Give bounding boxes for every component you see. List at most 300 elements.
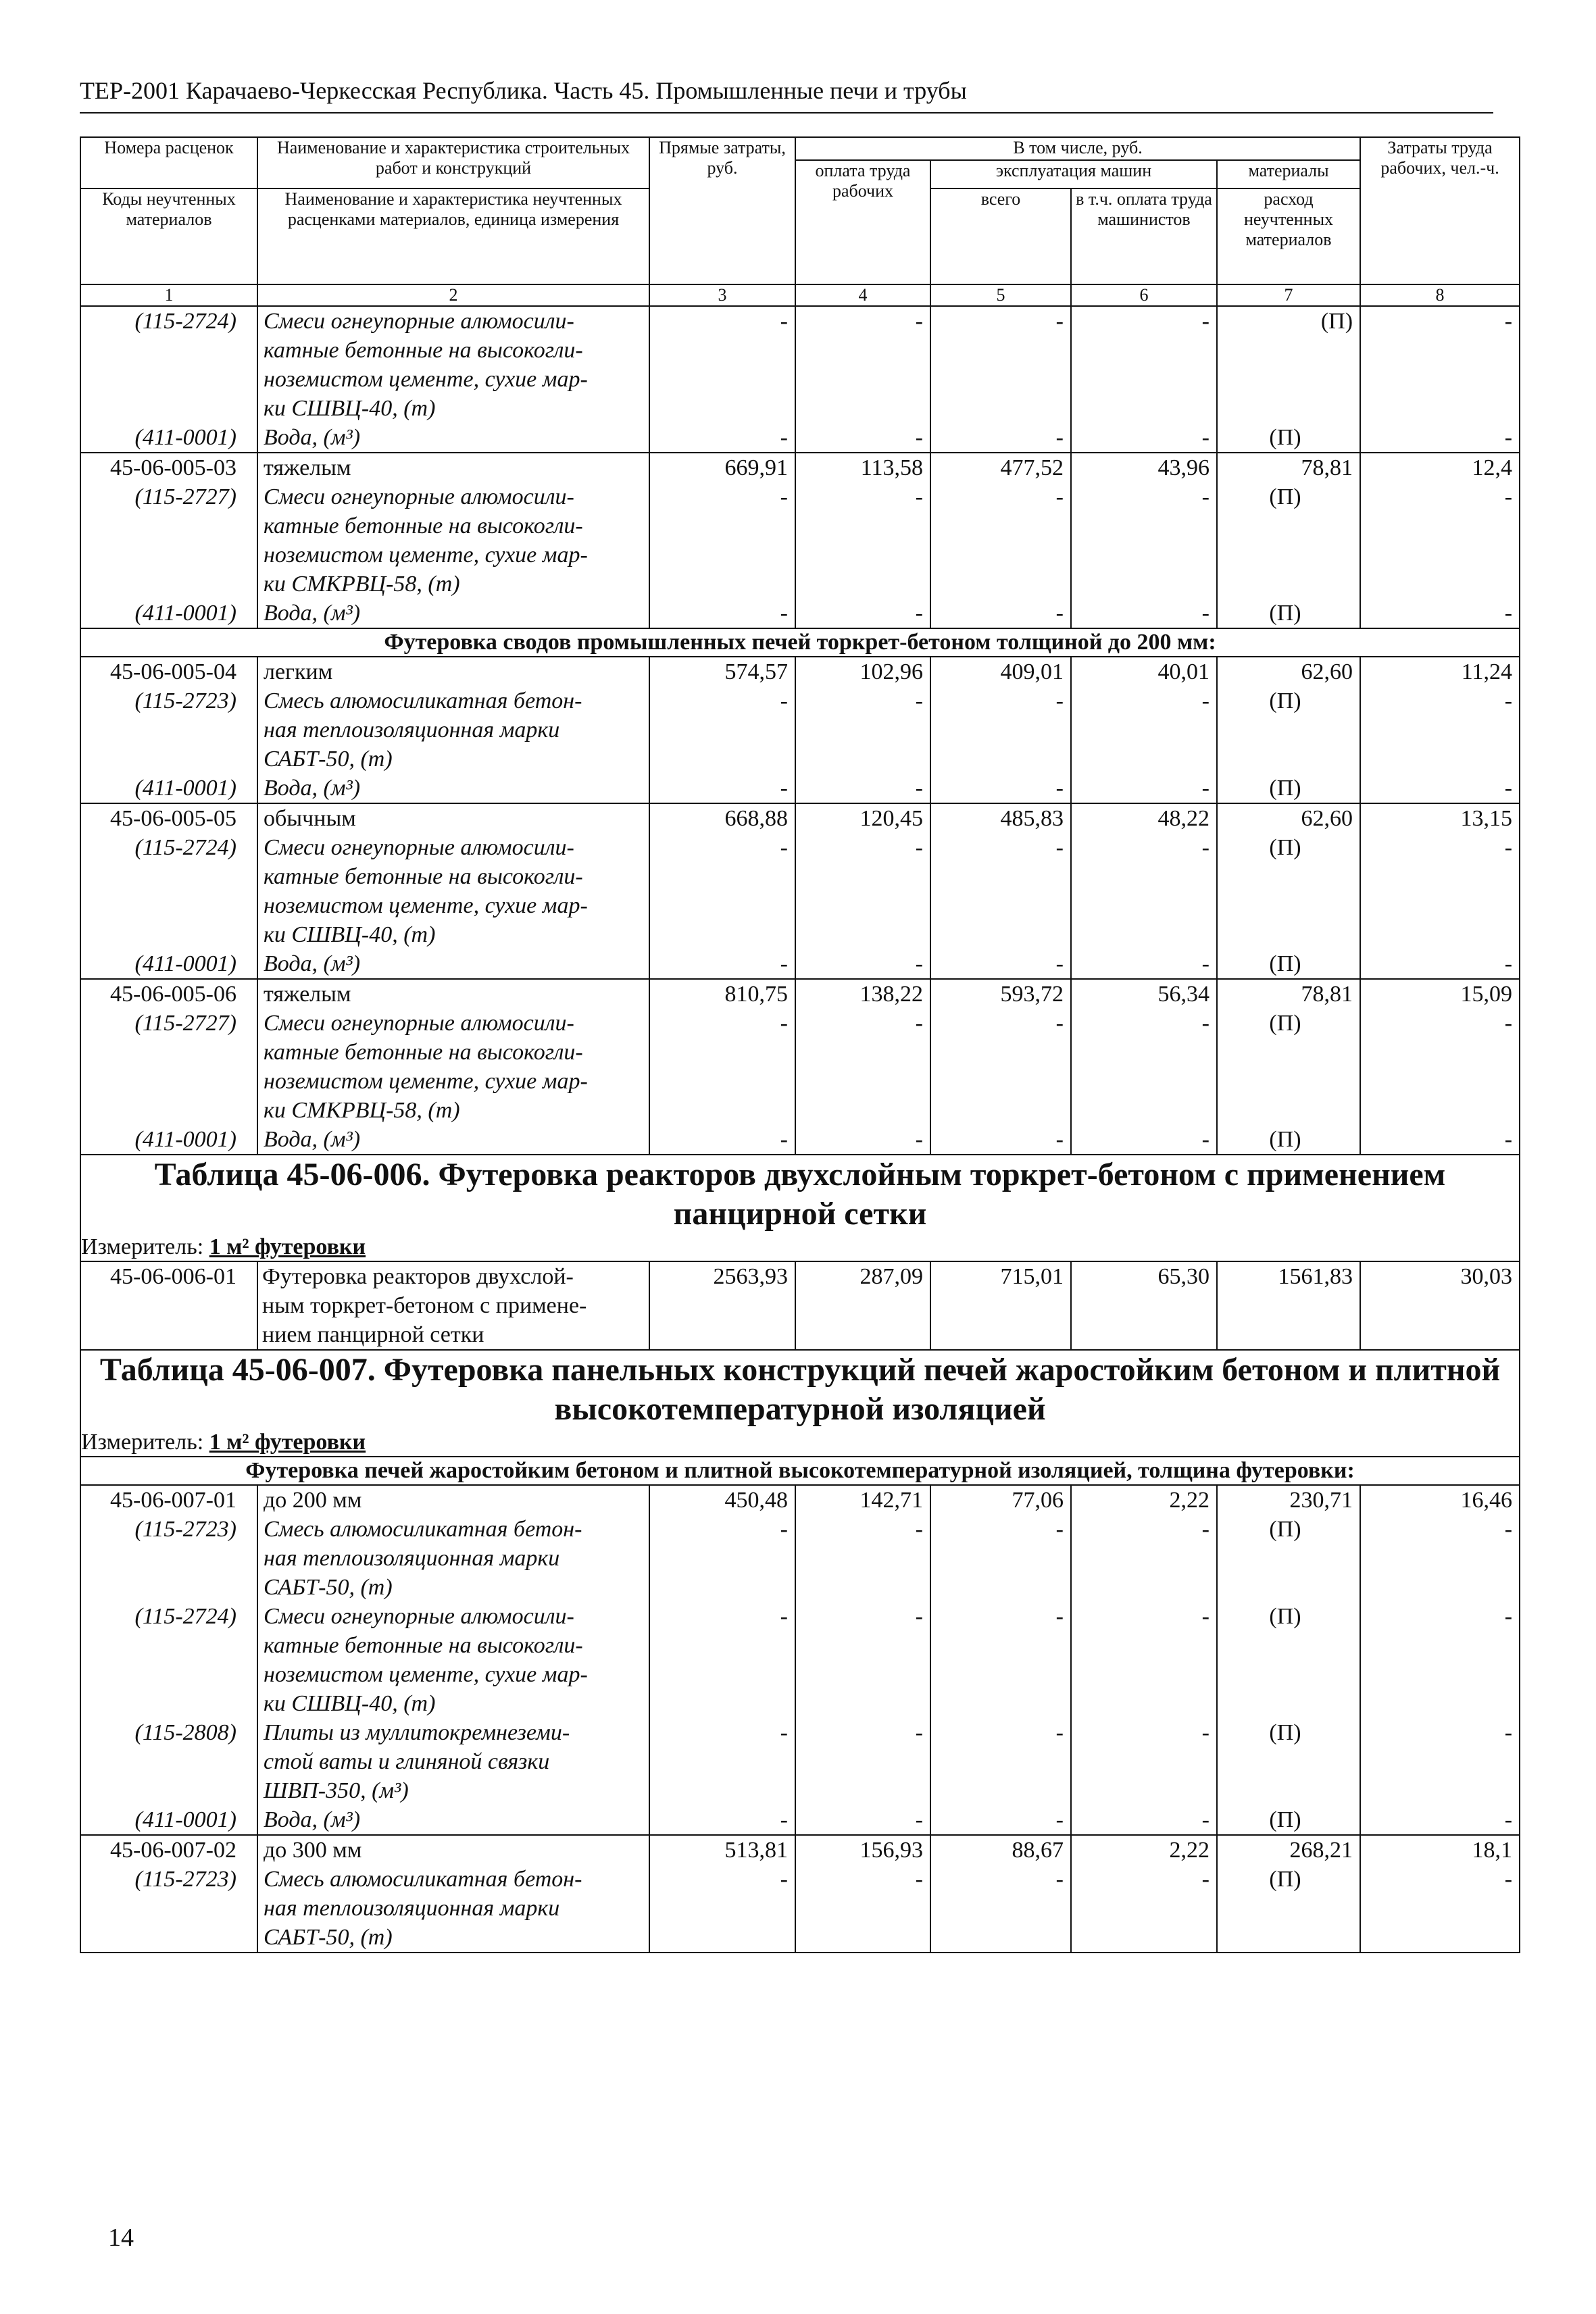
value-line: - — [915, 1604, 923, 1629]
value-line: 13,15 — [1460, 806, 1513, 831]
operator-wages-cell — [1071, 979, 1217, 1155]
value-line — [650, 891, 788, 920]
value-line — [1361, 365, 1512, 394]
value-line — [1218, 1038, 1353, 1067]
wages-cell — [795, 453, 930, 628]
col-wages-header: оплата труда рабочих — [795, 160, 930, 284]
value-line — [796, 1776, 923, 1805]
value-line: (П) — [1269, 776, 1301, 801]
value-line — [1361, 394, 1512, 423]
value-line: - — [780, 1807, 788, 1832]
value-line: (П) — [1320, 309, 1353, 334]
header-rule — [80, 112, 1493, 114]
value-line — [1218, 1544, 1353, 1573]
direct-cost-cell — [649, 979, 795, 1155]
value-line: - — [1055, 1720, 1064, 1745]
value-line — [1072, 540, 1210, 570]
value-line — [1072, 511, 1210, 540]
value-line: 16,46 — [1460, 1488, 1513, 1513]
value-line — [796, 1320, 923, 1349]
wages-cell — [795, 803, 930, 979]
value-line — [650, 1776, 788, 1805]
value-line — [796, 1631, 923, 1660]
code-line: 45-06-006-01 — [110, 1264, 236, 1289]
value-line: (П) — [1269, 688, 1301, 713]
machines-total-cell — [930, 1485, 1071, 1835]
rate-description — [257, 657, 649, 803]
labor-hours-cell — [1360, 1261, 1520, 1350]
value-line — [1361, 1689, 1512, 1718]
section-row — [80, 1457, 1520, 1485]
value-line: 120,45 — [859, 806, 923, 831]
value-line: 18,1 — [1472, 1838, 1513, 1863]
rate-codes — [80, 1261, 257, 1350]
rate-description — [257, 453, 649, 628]
value-line: 513,81 — [724, 1838, 788, 1863]
value-line: - — [1504, 1517, 1513, 1542]
value-line: - — [1201, 776, 1210, 801]
code-line: (115-2724) — [134, 309, 236, 334]
value-line — [650, 862, 788, 891]
value-line: - — [915, 776, 923, 801]
code-line: (411-0001) — [134, 776, 236, 801]
code-line — [81, 540, 236, 570]
materials-cell — [1217, 979, 1360, 1155]
value-line — [1218, 1320, 1353, 1349]
description-line: Смеси огнеупорные алюмосили- — [264, 835, 574, 860]
rate-row — [80, 306, 1520, 453]
rate-description — [257, 306, 649, 453]
value-line — [796, 1096, 923, 1125]
rate-row — [80, 1835, 1520, 1953]
value-line: (П) — [1269, 1720, 1301, 1745]
rate-codes — [80, 803, 257, 979]
value-line — [931, 1894, 1064, 1923]
value-line: - — [1201, 835, 1210, 860]
value-line — [1072, 1631, 1210, 1660]
wages-cell — [795, 979, 930, 1155]
operator-wages-cell — [1071, 803, 1217, 979]
value-line: - — [915, 1720, 923, 1745]
value-line — [650, 511, 788, 540]
value-line — [1072, 1573, 1210, 1602]
value-line — [650, 1747, 788, 1776]
value-line: 156,93 — [859, 1838, 923, 1863]
value-line — [650, 1923, 788, 1952]
value-line — [650, 1038, 788, 1067]
value-line: - — [1055, 309, 1064, 334]
measure-label: Измеритель: — [81, 1234, 209, 1259]
value-line — [650, 715, 788, 745]
value-line: 77,06 — [1012, 1488, 1064, 1513]
direct-cost-cell — [649, 803, 795, 979]
value-line — [1218, 1747, 1353, 1776]
code-line — [81, 1291, 236, 1320]
value-line — [796, 570, 923, 599]
description-line: Вода, (м³) — [264, 1807, 361, 1832]
value-line: - — [1055, 688, 1064, 713]
value-line: 78,81 — [1301, 982, 1353, 1007]
code-line: (115-2723) — [134, 688, 236, 713]
description-line: ки СМКРВЦ-58, (т) — [264, 572, 460, 597]
value-line: - — [780, 309, 788, 334]
value-line: - — [780, 951, 788, 976]
description-line: тяжелым — [264, 455, 351, 480]
code-line — [81, 1038, 236, 1067]
description-line: до 200 мм — [264, 1488, 362, 1513]
value-line — [1218, 1894, 1353, 1923]
description-line: ки СМКРВЦ-58, (т) — [264, 1098, 460, 1123]
value-line: - — [780, 688, 788, 713]
value-line — [796, 1544, 923, 1573]
value-line — [1361, 1573, 1512, 1602]
value-line — [1361, 1660, 1512, 1689]
value-line: - — [1201, 688, 1210, 713]
description-line: САБТ-50, (т) — [264, 747, 393, 772]
value-line — [796, 540, 923, 570]
code-line — [81, 745, 236, 774]
value-line — [650, 570, 788, 599]
value-line: - — [780, 835, 788, 860]
description-line: тяжелым — [264, 982, 351, 1007]
measure-unit — [80, 1429, 1520, 1457]
value-line: - — [915, 835, 923, 860]
col-number: 8 — [1360, 284, 1520, 306]
value-line — [650, 1291, 788, 1320]
value-line — [1361, 715, 1512, 745]
value-line — [650, 745, 788, 774]
code-line — [81, 1067, 236, 1096]
value-line — [1218, 1689, 1353, 1718]
value-line — [1218, 394, 1353, 423]
col-number: 4 — [795, 284, 930, 306]
value-line: - — [1504, 1807, 1513, 1832]
value-line: (П) — [1269, 484, 1301, 509]
value-line — [650, 920, 788, 949]
value-line: 113,58 — [860, 455, 923, 480]
labor-hours-cell — [1360, 453, 1520, 628]
code-line: (411-0001) — [134, 1807, 236, 1832]
value-line: 30,03 — [1460, 1264, 1513, 1289]
col-material-codes-header: Коды неучтенных материалов — [80, 188, 257, 284]
value-line: 574,57 — [724, 659, 788, 684]
rate-codes — [80, 306, 257, 453]
code-line: 45-06-007-01 — [110, 1488, 236, 1513]
materials-cell — [1217, 453, 1360, 628]
value-line: - — [915, 484, 923, 509]
code-line — [81, 715, 236, 745]
value-line: 2563,93 — [713, 1264, 788, 1289]
value-line: (П) — [1269, 951, 1301, 976]
value-line — [650, 365, 788, 394]
value-line — [1072, 570, 1210, 599]
value-line — [1218, 511, 1353, 540]
rate-codes — [80, 453, 257, 628]
value-line — [796, 1660, 923, 1689]
value-line: - — [915, 1127, 923, 1152]
table-title: Таблица 45-06-007. Футеровка панельных конструкций печей жаростойким бетоном и плитной высокотемпературной изоляцией — [80, 1350, 1520, 1429]
code-line: (115-2727) — [134, 1011, 236, 1036]
value-line: - — [780, 1011, 788, 1036]
value-line: - — [1201, 1011, 1210, 1036]
value-line — [1361, 1291, 1512, 1320]
col-direct-cost-header: Прямые затраты, руб. — [649, 137, 795, 284]
machines-total-cell — [930, 803, 1071, 979]
col-rate-number-header: Номера расценок — [80, 137, 257, 188]
value-line — [931, 1747, 1064, 1776]
value-line — [1072, 1291, 1210, 1320]
value-line: - — [1055, 1604, 1064, 1629]
measure-value: 1 м² футеровки — [209, 1234, 366, 1259]
description-line: ки СШВЦ-40, (т) — [264, 1691, 436, 1716]
col-number: 3 — [649, 284, 795, 306]
value-line: - — [915, 951, 923, 976]
value-line: - — [915, 601, 923, 626]
machines-header: эксплуатация машин — [930, 160, 1217, 188]
value-line: - — [1504, 1011, 1513, 1036]
description-line: ноземистом цементе, сухие мар- — [264, 893, 588, 918]
value-line: - — [780, 776, 788, 801]
code-line — [81, 891, 236, 920]
value-line: - — [780, 1604, 788, 1629]
description-line: катные бетонные на высокогли- — [264, 513, 583, 538]
table-title-row — [80, 1155, 1520, 1234]
value-line — [1361, 1923, 1512, 1952]
value-line — [1361, 1747, 1512, 1776]
value-line — [1072, 745, 1210, 774]
value-line: - — [1504, 776, 1513, 801]
value-line — [1361, 862, 1512, 891]
code-line — [81, 1544, 236, 1573]
direct-cost-cell — [649, 453, 795, 628]
value-line — [931, 891, 1064, 920]
value-line: 485,83 — [1000, 806, 1064, 831]
code-line: (115-2724) — [134, 835, 236, 860]
value-line: 715,01 — [1000, 1264, 1064, 1289]
value-line — [1361, 1067, 1512, 1096]
value-line — [1218, 1660, 1353, 1689]
value-line: - — [1055, 1807, 1064, 1832]
code-line — [81, 570, 236, 599]
value-line: - — [1055, 776, 1064, 801]
code-line: 45-06-005-05 — [110, 806, 236, 831]
value-line — [650, 1573, 788, 1602]
value-line: (П) — [1269, 1517, 1301, 1542]
machines-total-cell — [930, 453, 1071, 628]
value-line: - — [1504, 1604, 1513, 1629]
rate-description — [257, 1835, 649, 1953]
value-line — [1361, 511, 1512, 540]
value-line — [1072, 1923, 1210, 1952]
value-line: (П) — [1269, 1867, 1301, 1892]
materials-cell — [1217, 1485, 1360, 1835]
wages-cell — [795, 1485, 930, 1835]
value-line — [1218, 1923, 1353, 1952]
description-line: ноземистом цементе, сухие мар- — [264, 367, 588, 392]
value-line — [1072, 1660, 1210, 1689]
value-line: 1561,83 — [1278, 1264, 1353, 1289]
description-line: ки СШВЦ-40, (т) — [264, 922, 436, 947]
direct-cost-cell — [649, 306, 795, 453]
section-heading: Футеровка сводов промышленных печей торкрет-бетоном толщиной до 200 мм: — [80, 628, 1520, 657]
labor-hours-cell — [1360, 803, 1520, 979]
code-line — [81, 1096, 236, 1125]
value-line: (П) — [1269, 1807, 1301, 1832]
col-number: 7 — [1217, 284, 1360, 306]
code-line: 45-06-005-06 — [110, 982, 236, 1007]
value-line — [1218, 920, 1353, 949]
wages-cell — [795, 306, 930, 453]
machines-total-cell — [930, 1261, 1071, 1350]
value-line — [796, 920, 923, 949]
value-line: - — [1055, 1127, 1064, 1152]
value-line: - — [1055, 1517, 1064, 1542]
value-line: - — [1201, 484, 1210, 509]
wages-cell — [795, 1835, 930, 1953]
value-line: (П) — [1269, 601, 1301, 626]
value-line — [1072, 365, 1210, 394]
description-line: катные бетонные на высокогли- — [264, 1633, 583, 1658]
rate-codes — [80, 657, 257, 803]
value-line: - — [1504, 1127, 1513, 1152]
value-line — [931, 336, 1064, 365]
value-line — [1072, 1096, 1210, 1125]
code-line: (115-2723) — [134, 1517, 236, 1542]
description-line: Смеси огнеупорные алюмосили- — [264, 1604, 574, 1629]
value-line: 287,09 — [859, 1264, 923, 1289]
wages-cell — [795, 1261, 930, 1350]
value-line — [1218, 862, 1353, 891]
value-line — [931, 862, 1064, 891]
value-line: 56,34 — [1157, 982, 1210, 1007]
group-header: В том числе, руб. — [795, 137, 1360, 160]
value-line: - — [1504, 688, 1513, 713]
table-title: Таблица 45-06-006. Футеровка реакторов двухслойным торкрет-бетоном с применением панцирной сетки — [80, 1155, 1520, 1234]
materials-cell — [1217, 306, 1360, 453]
value-line — [796, 1038, 923, 1067]
value-line — [650, 1894, 788, 1923]
value-line — [1361, 1096, 1512, 1125]
value-line: - — [1201, 601, 1210, 626]
rates-table — [80, 136, 1520, 1953]
value-line — [796, 745, 923, 774]
col-number: 5 — [930, 284, 1071, 306]
description-line: ноземистом цементе, сухие мар- — [264, 543, 588, 568]
value-line — [1218, 1776, 1353, 1805]
value-line: - — [1201, 425, 1210, 450]
value-line: 102,96 — [859, 659, 923, 684]
description-line: ная теплоизоляционная марки — [264, 718, 560, 743]
description-line: стой ваты и глиняной связки — [264, 1749, 550, 1774]
value-line: - — [915, 1867, 923, 1892]
value-line — [796, 1747, 923, 1776]
description-line: нием панцирной сетки — [262, 1322, 484, 1347]
value-line — [1218, 570, 1353, 599]
value-line — [931, 1291, 1064, 1320]
value-line: 62,60 — [1301, 659, 1353, 684]
value-line — [796, 1291, 923, 1320]
value-line — [650, 1096, 788, 1125]
value-line: - — [1504, 601, 1513, 626]
value-line — [796, 1067, 923, 1096]
value-line — [1361, 745, 1512, 774]
description-line: обычным — [264, 806, 356, 831]
value-line — [796, 1689, 923, 1718]
code-line: (115-2727) — [134, 484, 236, 509]
measure-row — [80, 1234, 1520, 1261]
description-line: ки СШВЦ-40, (т) — [264, 396, 436, 421]
code-line: 45-06-005-04 — [110, 659, 236, 684]
value-line: - — [1201, 1720, 1210, 1745]
code-line — [81, 394, 236, 423]
description-line: Вода, (м³) — [264, 601, 361, 626]
value-line — [1218, 891, 1353, 920]
value-line: (П) — [1269, 1011, 1301, 1036]
measure-unit — [80, 1234, 1520, 1261]
value-line: 65,30 — [1157, 1264, 1210, 1289]
value-line — [1361, 1038, 1512, 1067]
value-line — [931, 1776, 1064, 1805]
operator-wages-cell — [1071, 306, 1217, 453]
value-line — [931, 1631, 1064, 1660]
operator-wages-cell — [1071, 1261, 1217, 1350]
description-line: Смесь алюмосиликатная бетон- — [264, 1517, 582, 1542]
col-number: 2 — [257, 284, 649, 306]
measure-row — [80, 1429, 1520, 1457]
value-line — [1218, 540, 1353, 570]
value-line: 142,71 — [859, 1488, 923, 1513]
value-line — [1072, 1689, 1210, 1718]
rate-row — [80, 1261, 1520, 1350]
rate-codes — [80, 979, 257, 1155]
value-line: - — [1504, 1720, 1513, 1745]
value-line: - — [1504, 835, 1513, 860]
rate-description — [257, 803, 649, 979]
direct-cost-cell — [649, 1835, 795, 1953]
value-line: 88,67 — [1012, 1838, 1064, 1863]
col-machines-total-header: всего — [930, 188, 1071, 284]
code-line: (115-2808) — [134, 1720, 236, 1745]
value-line: - — [1055, 425, 1064, 450]
value-line — [1218, 745, 1353, 774]
labor-hours-cell — [1360, 657, 1520, 803]
table-title-row — [80, 1350, 1520, 1429]
value-line — [931, 511, 1064, 540]
value-line — [1072, 1320, 1210, 1349]
value-line: 40,01 — [1157, 659, 1210, 684]
value-line — [650, 1544, 788, 1573]
value-line: - — [915, 425, 923, 450]
value-line — [650, 1689, 788, 1718]
value-line: 78,81 — [1301, 455, 1353, 480]
value-line: 2,22 — [1169, 1838, 1210, 1863]
value-line — [931, 570, 1064, 599]
value-line — [1361, 1894, 1512, 1923]
value-line — [650, 540, 788, 570]
value-line: - — [1055, 835, 1064, 860]
value-line — [650, 1320, 788, 1349]
materials-cell — [1217, 1261, 1360, 1350]
value-line: - — [780, 1517, 788, 1542]
code-line: (115-2723) — [134, 1867, 236, 1892]
value-line: (П) — [1269, 835, 1301, 860]
col-number: 6 — [1071, 284, 1217, 306]
materials-cell — [1217, 803, 1360, 979]
value-line — [931, 745, 1064, 774]
value-line — [1072, 336, 1210, 365]
value-line — [1218, 1291, 1353, 1320]
value-line — [931, 1067, 1064, 1096]
